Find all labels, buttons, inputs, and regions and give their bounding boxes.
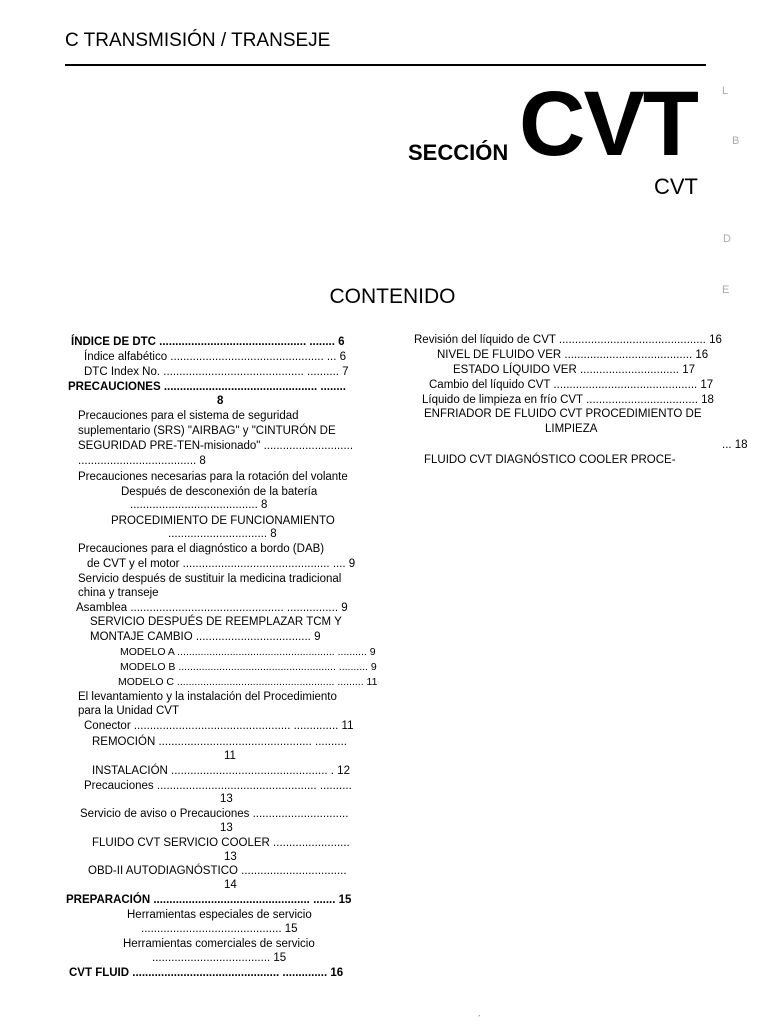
toc-entry: Servicio después de sustituir la medicina tradicional [78,573,342,585]
toc-entry: PRECAUCIONES ................................................ ........ [68,381,346,393]
toc-entry: Después de desconexión de la batería [121,486,318,498]
toc-entry: REMOCIÓN ................................................ .......... [92,736,347,748]
toc-entry: de CVT y el motor .............................................. .... 9 [87,558,356,570]
toc-entry: ............................... 8 [168,528,277,540]
toc-page-number: 13 [220,822,233,834]
toc-entry: NIVEL DE FLUIDO VER ........................................ 16 [437,349,709,361]
toc-entry: Precauciones para el diagnóstico a bordo (DAB) [78,543,325,555]
toc-entry: Cambio del líquido CVT ............................................. 17 [429,379,714,391]
toc-entry: ..................................... 15 [152,952,287,964]
toc-entry: Precauciones .................................................. .......... [84,780,352,792]
toc-page-number: 14 [224,879,237,891]
header-title: C TRANSMISIÓN / TRANSEJE [65,30,331,51]
toc-entry: OBD-II AUTODIAGNÓSTICO ................................. [88,865,347,877]
toc-entry: Líquido de limpieza en frío CVT ................................... 18 [422,394,714,406]
toc-entry: ..................................... 8 [78,455,206,467]
toc-entry: DTC Index No. ............................................ .......... 7 [84,366,349,378]
section-label: SECCIÓN [408,140,509,165]
toc-entry: Índice alfabético ................................................ ... 6 [84,351,347,363]
toc-entry: MODELO C ...................................................... ......... 11 [118,676,378,688]
toc-entry: FLUIDO CVT DIAGNÓSTICO COOLER PROCE- [424,454,676,466]
toc-entry: ESTADO LÍQUIDO VER ............................... 17 [453,364,695,376]
toc-entry: suplementario (SRS) "AIRBAG" y "CINTURÓN DE [78,425,336,437]
toc-page-number: ... 18 [722,439,748,451]
header-divider [65,64,706,66]
toc-entry: CVT FLUID .............................................. .............. 16 [69,967,344,979]
toc-entry: El levantamiento y la instalación del Procedimiento [78,691,337,703]
toc-page-number: 13 [224,851,237,863]
toc-entry: Precauciones para el sistema de seguridad [78,410,299,422]
side-tab-letter: B [732,135,740,147]
toc-page-number: 13 [220,793,233,805]
toc-entry: FLUIDO CVT SERVICIO COOLER ........................ [92,837,350,849]
toc-entry: PROCEDIMIENTO DE FUNCIONAMIENTO [111,515,335,527]
toc-entry: MODELO A ...................................................... .......... 9 [120,646,376,658]
toc-entry: SEGURIDAD PRE-TEN-misionado" ............................ [78,440,354,452]
toc-entry: ÍNDICE DE DTC .............................................. ........ 6 [71,336,345,348]
toc-entry: Herramientas comerciales de servicio [123,938,315,950]
toc-entry: SERVICIO DESPUÉS DE REEMPLAZAR TCM Y [90,616,342,628]
side-tab-letter: D [723,233,731,245]
toc-entry: LIMPIEZA [545,423,598,435]
toc-entry: PREPARACIÓN ................................................. ....... 15 [66,894,352,906]
toc-entry: INSTALACIÓN ................................................. . 12 [92,765,350,777]
section-subtitle: CVT [654,174,698,199]
toc-page-number: 11 [224,750,236,762]
toc-entry: ........................................ 8 [130,499,268,511]
side-tab-letter: L [722,85,729,97]
toc-entry: MODELO B ...................................................... .......... 9 [120,661,377,673]
toc-entry: ............................................ 15 [141,923,298,935]
toc-entry: Herramientas especiales de servicio [127,909,312,921]
side-tab-letter: E [722,284,730,296]
toc-entry: Servicio de aviso o Precauciones .............................. [80,808,349,820]
toc-entry: para la Unidad CVT [78,705,179,717]
toc-page-number: 8 [217,395,224,407]
contents-title: CONTENIDO [329,285,456,308]
section-code: CVT [519,73,697,175]
toc-entry: Conector ................................................. .............. 11 [84,720,354,732]
toc-entry: ENFRIADOR DE FLUIDO CVT PROCEDIMIENTO DE [424,408,702,420]
toc-entry: Precauciones necesarias para la rotación del volante [78,471,348,483]
toc-entry: MONTAJE CAMBIO .................................... 9 [90,631,321,643]
toc-entry: china y transeje [78,587,159,599]
toc-entry: Revisión del líquido de CVT .............................................. 16 [414,334,722,346]
toc-entry: Asamblea ................................................ ................ 9 [76,602,348,614]
